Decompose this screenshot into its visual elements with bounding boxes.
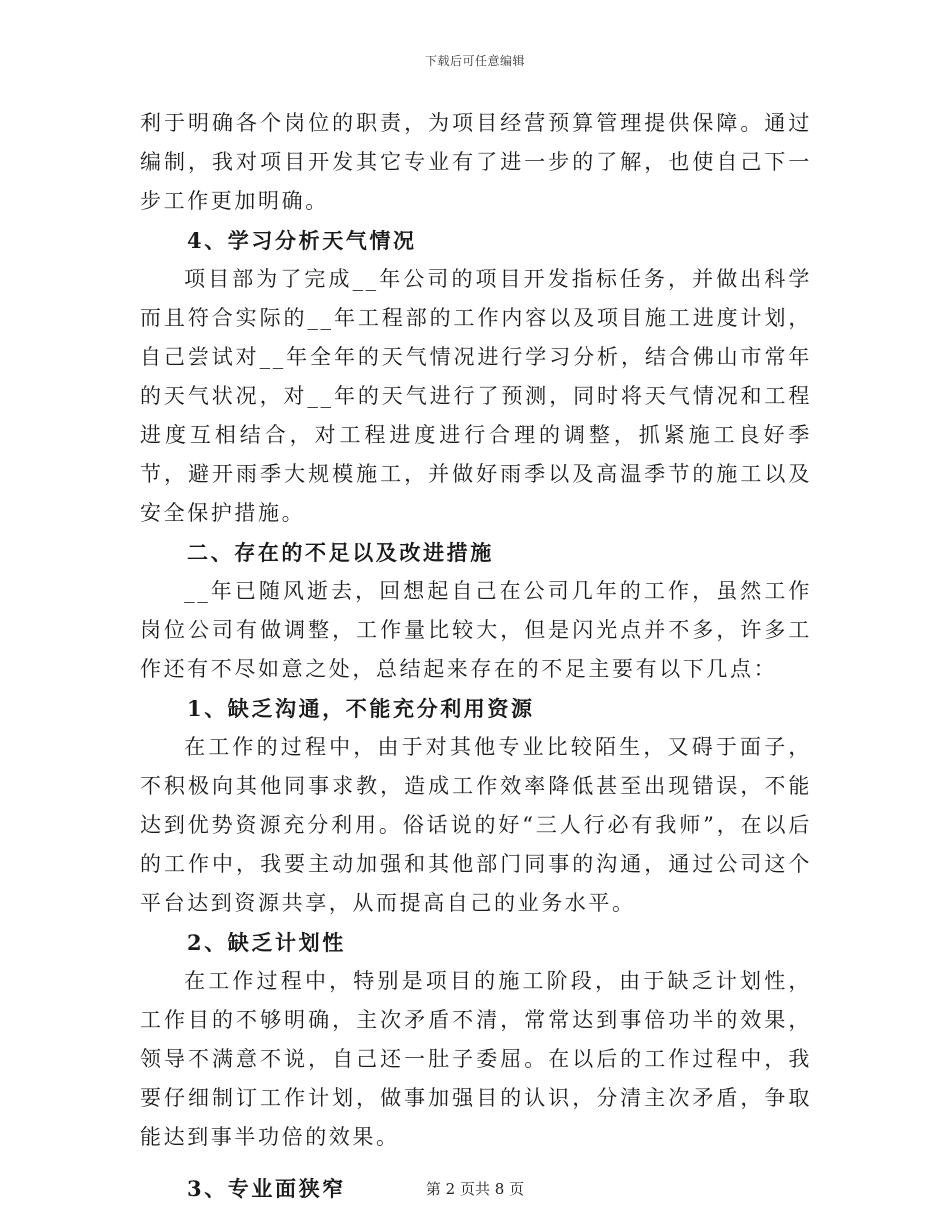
section-heading: 二、存在的不足以及改进措施	[187, 540, 494, 565]
paragraph: 在工作过程中，特别是项目的施工阶段，由于缺乏计划性，工作目的不够明确，主次矛盾不清，常常达到事倍功半的效果，领导不满意不说，自己还一肚子委屈。在以后的工作过程中，我要仔细制订工作计划，做事加强目的认识，分清主次矛盾，争取能达到事半功倍的效果。	[140, 969, 812, 1149]
page-header: 下载后可任意编辑	[424, 54, 525, 68]
paragraph: 在工作的过程中，由于对其他专业比较陌生，又碍于面子，不积极向其他同事求教，造成工作效率降低甚至出现错误，不能达到优势资源充分利用。俗话说的好“三人行必有我师”，在以后的工作中，我要主动加强和其他部门同事的沟通，通过公司这个平台达到资源共享，从而提高自己的业务水平。	[140, 735, 812, 915]
section-heading: 4、学习分析天气情况	[187, 228, 417, 253]
section-heading: 3、专业面狭窄	[187, 1176, 346, 1201]
document-body	[140, 104, 812, 1208]
section-heading: 2、缺乏计划性	[187, 930, 346, 955]
paragraph: 利于明确各个岗位的职责，为项目经营预算管理提供保障。通过编制，我对项目开发其它专业有了进一步的了解，也使自己下一步工作更加明确。	[140, 111, 812, 213]
section-heading: 1、缺乏沟通，不能充分利用资源	[187, 696, 535, 721]
paragraph: 项目部为了完成__年公司的项目开发指标任务，并做出科学而且符合实际的__年工程部的工作内容以及项目施工进度计划，自己尝试对__年全年的天气情况进行学习分析，结合佛山市常年的天气状况，对__年的天气进行了预测，同时将天气情况和工程进度互相结合，对工程进度进行合理的调整，抓紧施工良好季节，避开雨季大规模施工，并做好雨季以及高温季节的施工以及安全保护措施。	[140, 267, 812, 525]
page-footer: 第 2 页共 8 页	[425, 1180, 525, 1198]
paragraph: __年已随风逝去，回想起自己在公司几年的工作，虽然工作岗位公司有做调整，工作量比较大，但是闪光点并不多，许多工作还有不尽如意之处，总结起来存在的不足主要有以下几点：	[140, 579, 812, 681]
